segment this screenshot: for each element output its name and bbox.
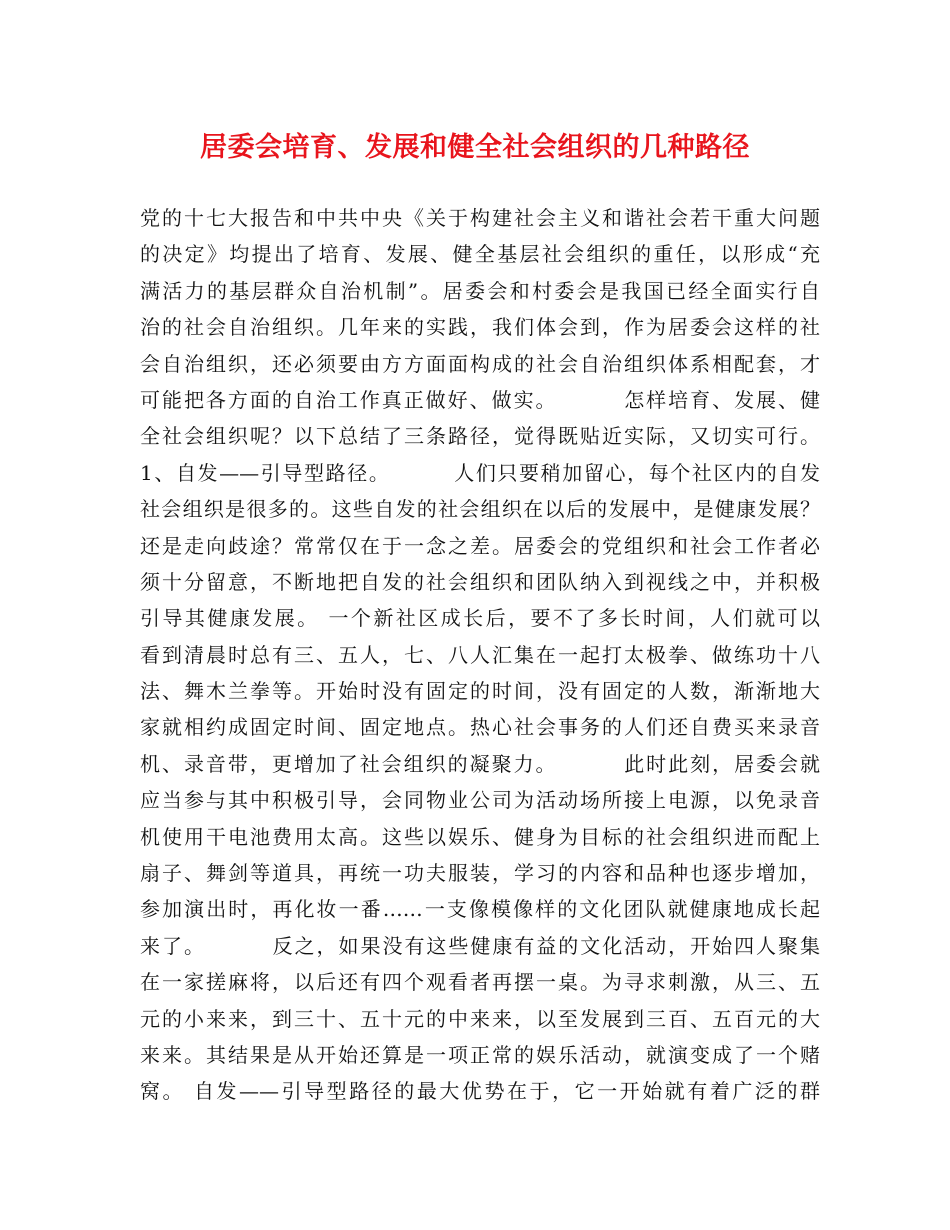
body-line: 应当参与其中积极引导，会同物业公司为活动场所接上电源，以免录音 (140, 788, 820, 813)
document-body (140, 200, 820, 1110)
body-line: 的决定》均提出了培育、发展、健全基层社会组织的重任，以形成“充 (140, 242, 820, 267)
body-line: 治的社会自治组织。几年来的实践，我们体会到，作为居委会这样的社 (140, 315, 820, 340)
body-line: 满活力的基层群众自治机制”。居委会和村委会是我国已经全面实行自 (140, 278, 820, 303)
body-line: 来来。其结果是从开始还算是一项正常的娱乐活动，就演变成了一个赌 (140, 1042, 820, 1067)
body-line: 扇子、舞剑等道具，再统一功夫服装，学习的内容和品种也逐步增加， (140, 861, 820, 886)
body-line: 1、自发——引导型路径。 人们只要稍加留心，每个社区内的自发 (140, 460, 820, 485)
body-line: 社会组织是很多的。这些自发的社会组织在以后的发展中，是健康发展？ (140, 497, 820, 522)
body-line: 在一家搓麻将，以后还有四个观看者再摆一桌。为寻求刺激，从三、五 (140, 970, 820, 995)
body-line: 看到清晨时总有三、五人，七、八人汇集在一起打太极拳、做练功十八 (140, 642, 820, 667)
body-line: 还是走向歧途？常常仅在于一念之差。居委会的党组织和社会工作者必 (140, 533, 820, 558)
body-line: 会自治组织，还必须要由方方面面构成的社会自治组织体系相配套，才 (140, 351, 820, 376)
body-line: 机、录音带，更增加了社会组织的凝聚力。 此时此刻，居委会就 (140, 751, 820, 776)
body-line: 家就相约成固定时间、固定地点。热心社会事务的人们还自费买来录音 (140, 715, 820, 740)
body-line: 党的十七大报告和中共中央《关于构建社会主义和谐社会若干重大问题 (140, 206, 820, 230)
body-line: 参加演出时，再化妆一番……一支像模像样的文化团队就健康地成长起 (140, 897, 820, 922)
body-line: 机使用干电池费用太高。这些以娱乐、健身为目标的社会组织进而配上 (140, 824, 820, 849)
body-line: 元的小来来，到三十、五十元的中来来，以至发展到三百、五百元的大 (140, 1006, 820, 1031)
body-line: 全社会组织呢？以下总结了三条路径，觉得既贴近实际，又切实可行。 (140, 424, 820, 449)
document-title: 居委会培育、发展和健全社会组织的几种路径 (200, 132, 750, 163)
body-line: 须十分留意，不断地把自发的社会组织和团队纳入到视线之中，并积极 (140, 569, 820, 594)
body-line: 引导其健康发展。 一个新社区成长后，要不了多长时间，人们就可以 (140, 606, 820, 631)
body-line: 窝。 自发——引导型路径的最大优势在于，它一开始就有着广泛的群 (140, 1079, 820, 1104)
body-line: 法、舞木兰拳等。开始时没有固定的时间，没有固定的人数，渐渐地大 (140, 679, 820, 704)
body-line: 可能把各方面的自治工作真正做好、做实。 怎样培育、发展、健 (140, 387, 820, 412)
body-line: 来了。 反之，如果没有这些健康有益的文化活动，开始四人聚集 (140, 933, 820, 958)
